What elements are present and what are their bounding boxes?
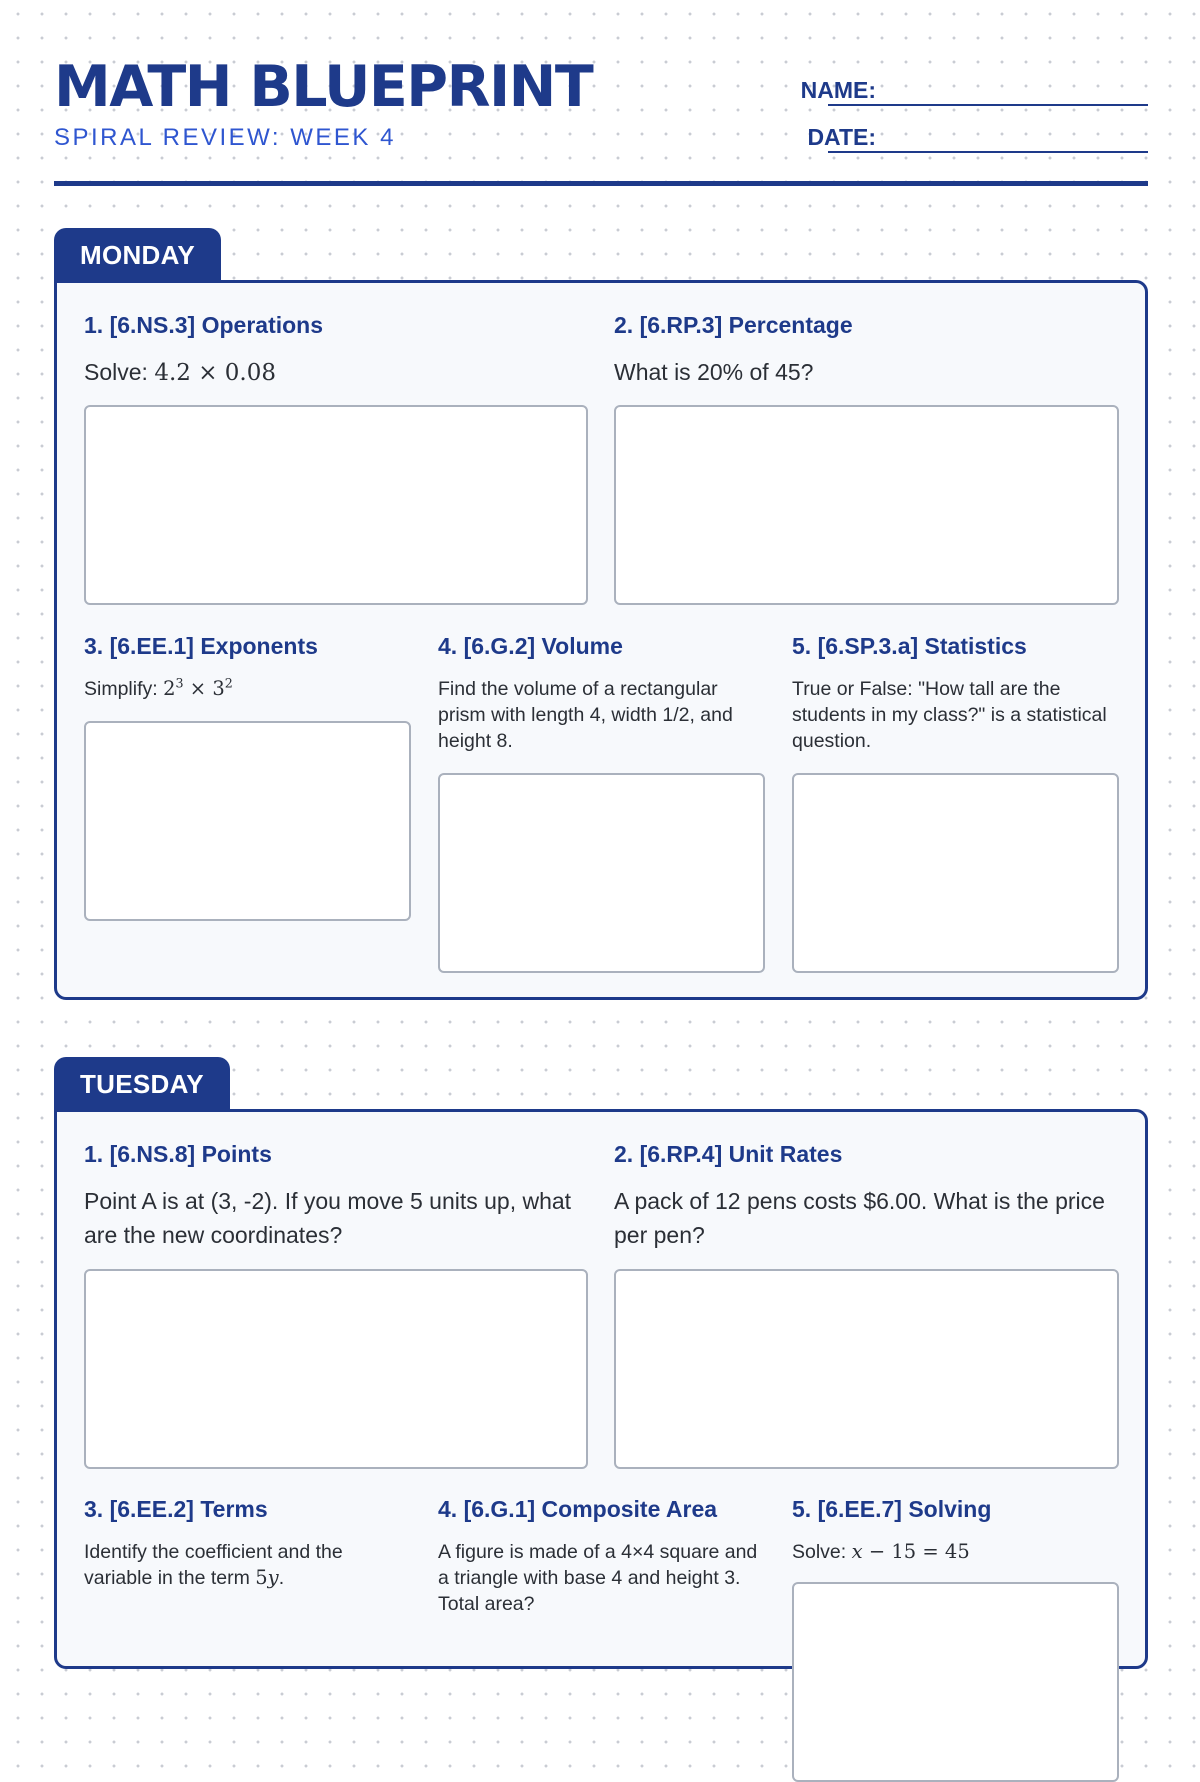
date-field[interactable] [828,151,1148,153]
name-label: NAME: [800,77,876,103]
question-heading: 1. [6.NS.8] Points [84,1141,272,1167]
question-tuesday-4 [438,1495,768,1617]
question-text: Identify the coefficient and the variable in the term 5y. [84,1541,343,1589]
question-text: Solve: x − 15 = 45 [792,1540,970,1563]
math-expression: x − 15 = 45 [851,1540,970,1563]
worksheet-title: MATH BLUEPRINT [54,54,593,120]
question-monday-2 [614,311,1120,389]
answer-box-monday-5[interactable] [792,773,1119,973]
answer-box-monday-3[interactable] [84,721,411,921]
answer-box-tuesday-2[interactable] [614,1269,1119,1469]
question-heading: 1. [6.NS.3] Operations [84,312,324,338]
question-text: Point A is at (3, -2). If you move 5 units up, what are the new coordinates? [84,1188,572,1248]
question-text: Simplify: $2^3 \times 3^2$ [84,675,233,700]
header-divider [54,181,1148,186]
question-monday-1 [84,311,590,390]
question-text: A figure is made of a 4×4 square and a triangle with base 4 and height 3. Total area? [438,1541,758,1615]
question-heading: 3. [6.EE.1] Exponents [84,633,318,659]
date-label: DATE: [807,124,876,150]
day-tab-tuesday: TUESDAY [54,1057,230,1111]
question-heading: 2. [6.RP.3] Percentage [614,312,853,338]
answer-box-monday-2[interactable] [614,405,1119,605]
question-heading: 2. [6.RP.4] Unit Rates [614,1141,843,1167]
question-tuesday-1 [84,1140,590,1252]
answer-box-monday-4[interactable] [438,773,765,973]
answer-box-tuesday-5[interactable] [792,1582,1119,1782]
question-tuesday-3 [84,1495,414,1591]
day-tab-monday: MONDAY [54,228,221,282]
question-monday-3 [84,632,414,702]
question-heading: 3. [6.EE.2] Terms [84,1496,268,1522]
question-text: What is 20% of 45? [614,359,814,385]
day-section-tuesday [54,1109,1148,1669]
question-tuesday-5 [792,1495,1122,1565]
math-expression: 4.2 × 0.08 [154,360,277,386]
worksheet-page [54,0,1148,1615]
name-field[interactable] [828,104,1148,106]
answer-box-tuesday-1[interactable] [84,1269,588,1469]
math-expression: 5y [255,1566,279,1589]
worksheet-subtitle: SPIRAL REVIEW: WEEK 4 [54,124,396,151]
question-monday-5 [792,632,1122,754]
question-text: A pack of 12 pens costs $6.00. What is the price per pen? [614,1188,1105,1248]
day-section-monday [54,280,1148,1000]
question-text: Find the volume of a rectangular prism with length 4, width 1/2, and height 8. [438,678,733,752]
question-heading: 5. [6.EE.7] Solving [792,1496,992,1522]
math-expression: $2^3 \times 3^2$ [163,675,233,700]
question-heading: 5. [6.SP.3.a] Statistics [792,633,1027,659]
question-monday-4 [438,632,768,754]
question-tuesday-2 [614,1140,1120,1252]
question-text: True or False: "How tall are the students in my class?" is a statistical question. [792,678,1107,752]
question-heading: 4. [6.G.2] Volume [438,633,623,659]
question-text: Solve: 4.2 × 0.08 [84,359,277,386]
worksheet-header [54,54,1148,186]
question-heading: 4. [6.G.1] Composite Area [438,1496,718,1522]
answer-box-monday-1[interactable] [84,405,588,605]
